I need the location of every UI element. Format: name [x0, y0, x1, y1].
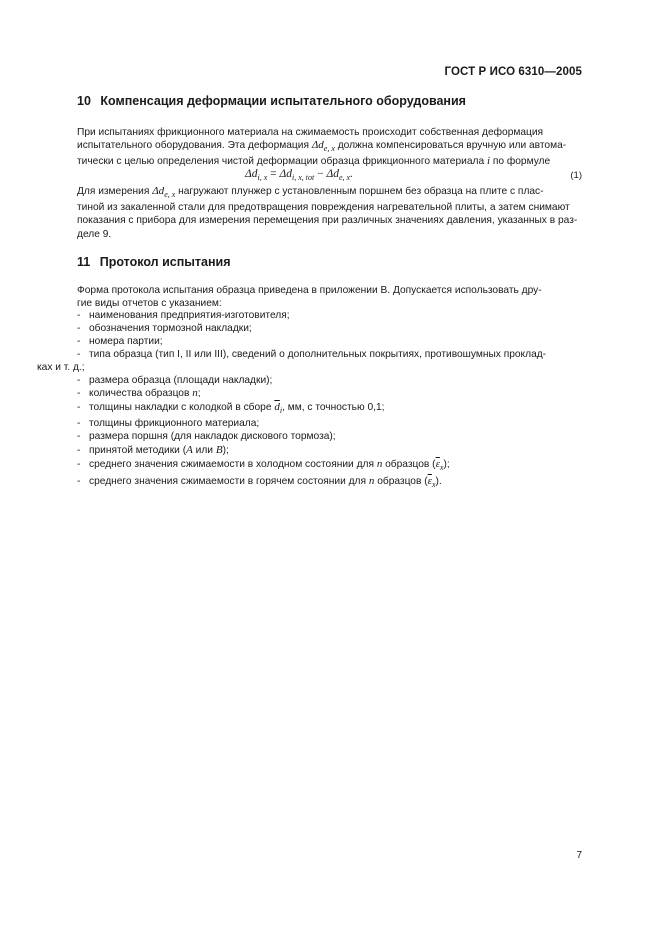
text-line [77, 185, 583, 201]
math-symbol: n [376, 457, 383, 470]
formula-term: Δd [326, 168, 339, 180]
list-item-text: ках и т. д.; [37, 361, 85, 373]
formula-1 [245, 168, 353, 182]
list-item [77, 418, 583, 431]
text-line [77, 284, 583, 297]
math-subscript: i [279, 406, 283, 416]
formula-term: Δd [245, 168, 258, 180]
list-item-text: толщины накладки с колодкой в сборе [89, 402, 275, 414]
text-span: деле 9. [77, 228, 112, 240]
math-symbol: $\overline{d}$ [274, 401, 280, 414]
text-span: испытательного оборудования. Эта деформация [77, 140, 312, 152]
report-items-list [37, 310, 583, 492]
section-10-title: Компенсация деформации испытательного оборудования [100, 94, 466, 108]
list-dash: - [77, 348, 81, 360]
text-span: тически с целью определения чистой деформации образца фрикционного материала [77, 156, 487, 168]
list-dash: - [77, 458, 81, 470]
list-item-text: образцов ( [382, 458, 436, 470]
section-11-number: 11 [77, 255, 91, 269]
list-item-text: количества образцов [89, 388, 193, 400]
formula-term: Δd [279, 168, 293, 180]
page-number: 7 [576, 850, 582, 861]
text-line [77, 139, 583, 155]
math-symbol: Δd [152, 185, 165, 197]
list-item [77, 336, 583, 349]
list-item-text: размера поршня (для накладок дискового тормоза); [89, 431, 336, 443]
list-item-text: образцов ( [374, 475, 428, 487]
formula-subscript: e, x [339, 173, 351, 182]
list-item-text: ). [435, 475, 442, 487]
text-line [77, 214, 583, 227]
section-10-number: 10 [77, 94, 91, 108]
list-dash: - [77, 431, 81, 443]
text-span: Для измерения [77, 186, 153, 197]
text-span: по формуле [490, 156, 551, 168]
list-dash: - [77, 402, 81, 414]
document-code-header: ГОСТ Р ИСО 6310—2005 [444, 66, 582, 78]
list-dash: - [77, 475, 81, 487]
math-symbol: B [215, 444, 223, 457]
list-item [77, 310, 583, 323]
math-symbol: Δd [311, 139, 324, 152]
math-symbol: i [486, 155, 491, 168]
math-subscript: x [439, 462, 444, 472]
list-item-text: типа образца (тип I, II или III), сведений о дополнительных покрытиях, противошумных проклад- [89, 348, 547, 360]
section-11-title: Протокол испытания [99, 255, 231, 269]
list-item-text: размера образца (площади накладки); [89, 374, 273, 386]
text-span: должна компенсироваться вручную или автома- [334, 140, 567, 152]
list-item [77, 458, 583, 475]
math-subscript: e, x [323, 144, 335, 154]
text-line [77, 228, 583, 241]
formula-operator: − [314, 168, 327, 180]
math-symbol: n [192, 387, 198, 400]
text-line [77, 297, 583, 310]
section-10-paragraph-1 [77, 126, 583, 169]
math-subscript: e, x [164, 190, 176, 199]
list-item [77, 349, 583, 362]
list-dash: - [77, 374, 81, 386]
list-dash: - [77, 322, 81, 334]
section-10-paragraph-2 [77, 185, 583, 241]
list-item [77, 431, 583, 444]
list-item-text: обозначения тормозной накладки; [89, 322, 252, 334]
list-item-text: ); [222, 445, 229, 457]
list-item-text: ); [443, 458, 450, 470]
text-span: гие виды отчетов с указанием: [77, 298, 222, 310]
text-span: Форма протокола испытания образца приведена в приложении В. Допускается использовать дру- [77, 285, 542, 296]
list-item-text: толщины фрикционного материала; [89, 418, 260, 430]
list-item-text: или [192, 445, 216, 457]
math-symbol: n [368, 474, 375, 487]
list-item-continuation [37, 362, 583, 375]
math-symbol: A [186, 444, 193, 457]
list-item-text: наименования предприятия-изготовителя; [89, 310, 290, 321]
list-item-text: ; [197, 388, 201, 400]
list-item-text: среднего значения сжимаемости в горячем состоянии для [89, 475, 369, 487]
list-dash: - [77, 418, 81, 430]
formula-period: . [350, 168, 353, 180]
formula-operator: = [267, 168, 280, 180]
list-item-text: , мм, с точностью 0,1; [282, 402, 385, 414]
list-item-text: среднего значения сжимаемости в холодном состоянии для [89, 458, 377, 470]
text-span: При испытаниях фрикционного материала на сжимаемость происходит собственная деформация [77, 127, 544, 138]
list-item [77, 323, 583, 336]
formula-subscript: i, x, tot [292, 173, 315, 182]
math-subscript: x [431, 479, 436, 489]
text-line [77, 201, 583, 214]
section-10-heading [77, 94, 466, 108]
list-item [77, 375, 583, 388]
math-symbol: $\overline{\varepsilon}$ [435, 457, 440, 470]
list-item [77, 401, 583, 418]
list-dash: - [77, 388, 81, 400]
text-line [77, 126, 583, 139]
list-item-text: номера партии; [89, 335, 163, 347]
text-line [77, 155, 583, 168]
list-dash: - [77, 335, 81, 347]
text-span: тиной из закаленной стали для предотвращения повреждения нагревательной плиты, а затем снимают [77, 202, 570, 214]
list-dash: - [77, 445, 81, 457]
math-symbol: $\overline{\varepsilon}$ [427, 474, 432, 487]
section-11-paragraph-1 [77, 284, 583, 310]
list-dash: - [77, 310, 81, 321]
text-span: показания с прибора для измерения перемещения при различных значениях давления, указанных в раз- [77, 215, 578, 227]
list-item-text: принятой методики ( [89, 445, 187, 457]
section-11-heading [77, 255, 231, 269]
list-item [77, 444, 583, 458]
formula-subscript: i, x [257, 173, 268, 182]
formula-number: (1) [570, 170, 582, 181]
text-span: нагружают плунжер с установленным поршнем без образца на плите с плас- [175, 186, 544, 197]
list-item [77, 387, 583, 401]
list-item [77, 475, 583, 492]
